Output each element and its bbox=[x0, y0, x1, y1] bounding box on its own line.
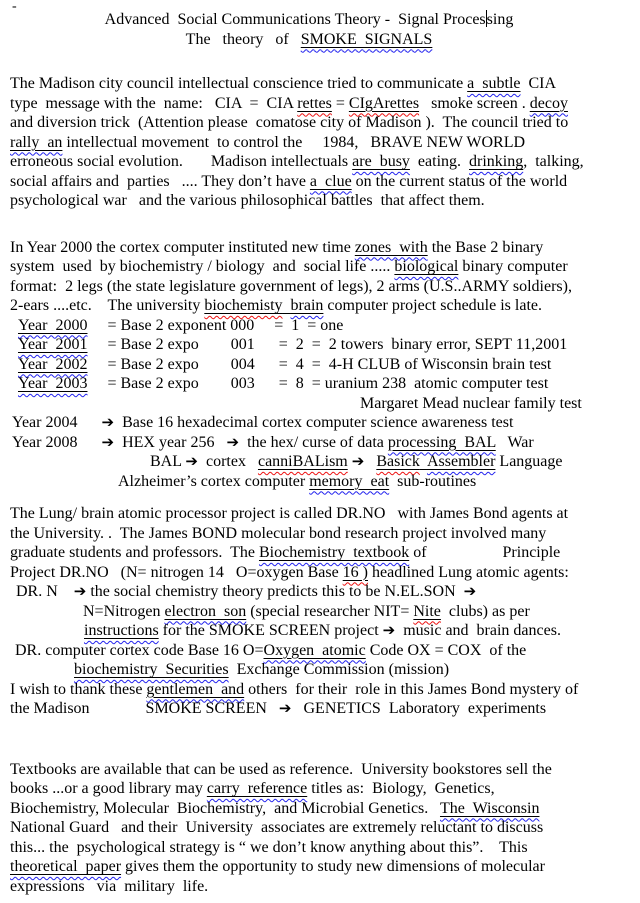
text-run bbox=[440, 800, 540, 817]
text-line bbox=[10, 799, 632, 819]
text-run: and diversion trick (Attention please comatose city of Madison ). The council tried to bbox=[10, 114, 569, 131]
text-run bbox=[310, 173, 352, 190]
text-line bbox=[10, 152, 632, 172]
arrow-icon: ➔ bbox=[101, 413, 115, 431]
text-line bbox=[10, 296, 632, 316]
text-run bbox=[259, 544, 409, 561]
text-run: Year 2008 bbox=[12, 433, 102, 451]
text-run: Advanced Social Communications Theory - Signal Proces bbox=[104, 11, 486, 28]
spellcheck-flagged-text: 16 ) bbox=[342, 563, 368, 581]
text-run: The Lung/ brain atomic processor project is called DR.NO with James Bond agents at bbox=[10, 505, 569, 522]
grammar-flagged-text: a clue bbox=[309, 172, 352, 190]
text-run bbox=[264, 642, 366, 659]
text-run: the Base 2 binary bbox=[427, 238, 544, 256]
text-run: = Base 2 exponent 000 = 1 = one bbox=[87, 316, 344, 334]
text-run bbox=[469, 153, 523, 170]
grammar-flagged-text: are busy bbox=[352, 153, 410, 170]
text-run: Biochemistry, Molecular Biochemistry, and Microbial Genetics. bbox=[10, 799, 440, 817]
text-run bbox=[10, 134, 62, 151]
text-line bbox=[10, 413, 632, 433]
text-run bbox=[207, 780, 307, 797]
text-run: Year 2004 bbox=[12, 414, 102, 431]
text-run: expressions via military life. bbox=[10, 877, 209, 895]
text-run: Alzheimer’s cortex computer bbox=[118, 472, 310, 490]
text-run bbox=[394, 258, 458, 275]
text-run: War bbox=[495, 433, 534, 451]
spellcheck-flagged-text: biochemisty bbox=[204, 297, 283, 314]
text-run bbox=[283, 297, 291, 314]
text-run: N=Nitrogen bbox=[83, 602, 165, 620]
text-line bbox=[10, 779, 632, 799]
text-run bbox=[309, 473, 389, 490]
text-line bbox=[10, 543, 632, 563]
text-run: = bbox=[331, 94, 349, 112]
text-line bbox=[10, 472, 632, 492]
text-run: Exchange Commission (mission) bbox=[228, 661, 450, 678]
text-run: Margaret Mead nuclear family test bbox=[360, 394, 582, 412]
text-line bbox=[10, 524, 632, 544]
title-block bbox=[10, 10, 632, 49]
text-line bbox=[10, 452, 632, 472]
text-run: the Madison SMOKE SCREEN bbox=[10, 700, 279, 717]
text-run bbox=[258, 453, 348, 470]
grammar-flagged-text: Oxygen atomic bbox=[263, 641, 366, 659]
text-run: psychological war and the various philosophical battles that affect them. bbox=[10, 192, 485, 209]
text-run bbox=[18, 336, 87, 353]
text-line bbox=[10, 30, 608, 50]
text-run bbox=[301, 31, 433, 48]
text-run: for the SMOKE SCREEN project bbox=[158, 622, 383, 639]
text-line bbox=[10, 602, 632, 622]
grammar-flagged-text: The Wisconsin bbox=[439, 799, 540, 817]
grammar-flagged-text: biochemistry Securities bbox=[74, 661, 229, 678]
text-line bbox=[10, 760, 632, 780]
grammar-flagged-text: electron son bbox=[164, 602, 247, 620]
grammar-flagged-text: a subtle bbox=[467, 75, 521, 92]
text-run: smoke screen . bbox=[419, 94, 530, 112]
text-run: Code OX = COX of the bbox=[365, 641, 527, 659]
text-run bbox=[291, 297, 324, 314]
text-line bbox=[10, 433, 632, 453]
text-run: on the current status of the world bbox=[351, 172, 568, 190]
text-run: graduate students and professors. The bbox=[10, 544, 259, 561]
text-run bbox=[74, 661, 229, 678]
text-line bbox=[10, 563, 632, 583]
spellcheck-flagged-text: rettes bbox=[297, 94, 332, 112]
grammar-flagged-text: Year 2003 bbox=[18, 375, 88, 392]
spellcheck-flagged-text: Nite bbox=[413, 602, 441, 620]
text-run: clubs) as per bbox=[440, 602, 530, 620]
text-run: Language bbox=[495, 453, 563, 470]
text-run bbox=[355, 239, 428, 256]
text-run bbox=[352, 153, 410, 170]
grammar-flagged-text: biological bbox=[394, 258, 459, 275]
grammar-flagged-text: Year 2000 bbox=[18, 316, 88, 334]
text-line bbox=[10, 877, 632, 897]
paragraph-year-2000 bbox=[10, 238, 632, 492]
text-line bbox=[10, 641, 632, 661]
text-run bbox=[530, 95, 568, 112]
stray-mark: - bbox=[12, 0, 17, 14]
text-run: DR. N bbox=[16, 583, 74, 600]
text-run: the University. . The James BOND molecular bond research project involved many bbox=[10, 524, 547, 542]
text-line bbox=[10, 133, 632, 153]
text-run: Textbooks are available that can be used as reference. University bookstores sell the bbox=[10, 760, 552, 778]
paragraph-dr-no bbox=[10, 504, 632, 719]
text-run bbox=[467, 75, 520, 92]
text-line bbox=[10, 818, 632, 838]
text-line bbox=[10, 838, 632, 858]
text-run bbox=[297, 95, 332, 112]
arrow-icon: ➔ bbox=[382, 621, 396, 639]
text-run: I wish to thank these bbox=[10, 680, 147, 698]
grammar-flagged-text: Assembler bbox=[426, 453, 496, 470]
text-run: this... the psychological strategy is “ we don’t know anything about this”. This bbox=[10, 838, 528, 856]
text-run: 2-ears ....etc. The university bbox=[10, 297, 205, 314]
text-line bbox=[10, 582, 632, 602]
text-run: gives them the opportunity to study new dimensions of molecular bbox=[121, 858, 545, 875]
text-run: = Base 2 expo 001 = 2 = 2 towers binary error, SEPT 11,2001 bbox=[87, 336, 568, 353]
text-run: the hex/ curse of data bbox=[239, 433, 388, 451]
text-run bbox=[420, 453, 427, 470]
text-run bbox=[349, 95, 419, 112]
text-run bbox=[146, 681, 244, 698]
spellcheck-flagged-text: Basick bbox=[376, 453, 420, 470]
text-run: type message with the name: CIA = CIA bbox=[10, 94, 298, 112]
text-line bbox=[10, 257, 632, 277]
text-run bbox=[10, 858, 121, 875]
text-line bbox=[10, 394, 632, 414]
text-line bbox=[10, 172, 632, 192]
text-run: DR. computer cortex code Base 16 O= bbox=[15, 641, 264, 659]
arrow-icon: ➔ bbox=[463, 582, 477, 600]
text-line bbox=[10, 504, 632, 524]
text-run: eating. bbox=[409, 153, 470, 170]
text-run: The theory of bbox=[185, 30, 301, 48]
text-run: CIA bbox=[520, 75, 557, 92]
text-run: format: 2 legs (the state legislature government of legs), 2 arms (U.S..ARMY soldiers), bbox=[10, 277, 572, 295]
spellcheck-flagged-text: CIgArettes bbox=[348, 94, 420, 112]
text-run: of Principle bbox=[409, 544, 561, 561]
grammar-flagged-text: zones with bbox=[354, 238, 428, 256]
paragraph-madison bbox=[10, 74, 632, 211]
text-run: headlined Lung atomic agents: bbox=[368, 563, 569, 581]
text-run: (special researcher NIT= bbox=[246, 602, 414, 620]
text-run bbox=[18, 356, 87, 373]
document-body bbox=[10, 10, 632, 896]
text-run bbox=[376, 453, 420, 470]
text-run: binary computer bbox=[458, 258, 568, 275]
text-run: Project DR.NO (N= nitrogen 14 O=oxygen Base bbox=[10, 563, 343, 581]
text-run bbox=[84, 622, 159, 639]
text-run bbox=[413, 603, 441, 620]
text-run: books ...or a good library may bbox=[10, 780, 207, 797]
text-run: = Base 2 expo 003 = 8 = uranium 238 atomic computer test bbox=[87, 375, 549, 392]
text-run: GENETICS Laboratory experiments bbox=[291, 700, 547, 717]
text-run bbox=[364, 453, 376, 470]
text-line bbox=[10, 335, 632, 355]
text-line bbox=[10, 699, 632, 719]
text-line bbox=[10, 660, 632, 680]
text-run: titles as: Biology, Genetics, bbox=[307, 780, 495, 797]
text-run: social affairs and parties .... They don’t have bbox=[10, 172, 310, 190]
arrow-icon: ➔ bbox=[101, 432, 115, 451]
text-line bbox=[10, 10, 608, 30]
grammar-flagged-text: theoretical paper bbox=[10, 858, 122, 875]
text-run: computer project schedule is late. bbox=[323, 297, 542, 314]
grammar-flagged-text: drinking bbox=[469, 153, 524, 170]
text-run: cortex bbox=[197, 453, 258, 470]
text-run: the social chemistry theory predicts this to be N.EL.SON bbox=[86, 583, 464, 600]
text-run: intellectual movement to control the 1984, BRAVE NEW WORLD bbox=[62, 133, 526, 151]
grammar-flagged-text: brain bbox=[290, 297, 324, 314]
text-run: music and brain dances. bbox=[395, 622, 561, 639]
grammar-flagged-text: Biochemistry textbook bbox=[258, 544, 410, 561]
text-run bbox=[204, 297, 282, 314]
text-run bbox=[18, 317, 87, 334]
text-run bbox=[343, 564, 368, 581]
text-run: In Year 2000 the cortex computer instituted new time bbox=[10, 238, 355, 256]
text-run: sub-routines bbox=[389, 472, 477, 490]
grammar-flagged-text: Year 2002 bbox=[18, 355, 88, 373]
text-run: Base 16 hexadecimal cortex computer science awareness test bbox=[114, 414, 514, 431]
text-run bbox=[388, 434, 496, 451]
arrow-icon: ➔ bbox=[185, 452, 198, 470]
text-line bbox=[10, 94, 632, 114]
text-line bbox=[10, 355, 632, 375]
text-line bbox=[10, 680, 632, 700]
text-run bbox=[164, 603, 246, 620]
text-line bbox=[10, 316, 632, 336]
text-line bbox=[10, 238, 632, 258]
text-line bbox=[10, 74, 632, 94]
arrow-icon: ➔ bbox=[351, 452, 365, 470]
text-run: , talking, bbox=[523, 153, 584, 170]
grammar-flagged-text: decoy bbox=[529, 94, 568, 112]
grammar-flagged-text: instructions bbox=[84, 622, 159, 639]
text-run: National Guard and their University associates are extremely reluctant to discuss bbox=[10, 819, 544, 836]
grammar-flagged-text: memory eat bbox=[309, 472, 390, 490]
grammar-flagged-text: SMOKE SIGNALS bbox=[300, 30, 433, 48]
text-line bbox=[10, 857, 632, 877]
grammar-flagged-text: Year 2001 bbox=[18, 336, 88, 353]
grammar-flagged-text: processing BAL bbox=[387, 433, 496, 451]
text-line bbox=[10, 374, 632, 394]
paragraph-textbooks bbox=[10, 760, 632, 897]
grammar-flagged-text: gentlemen and bbox=[146, 680, 245, 698]
text-run: The Madison city council intellectual conscience tried to communicate bbox=[10, 75, 468, 92]
text-run bbox=[427, 453, 495, 470]
text-run: system used by biochemistry / biology and social life ..... bbox=[10, 258, 395, 275]
arrow-icon: ➔ bbox=[278, 699, 292, 717]
text-run: sing bbox=[486, 11, 514, 28]
text-line bbox=[10, 621, 632, 641]
text-run: HEX year 256 bbox=[114, 433, 227, 451]
spellcheck-flagged-text: canniBALism bbox=[257, 453, 348, 470]
text-run bbox=[18, 375, 87, 392]
text-line bbox=[10, 191, 632, 211]
grammar-flagged-text: carry reference bbox=[206, 780, 308, 797]
text-run: others for their role in this James Bond mystery of bbox=[244, 680, 579, 698]
text-run: = Base 2 expo 004 = 4 = 4-H CLUB of Wisconsin brain test bbox=[87, 355, 552, 373]
arrow-icon: ➔ bbox=[73, 582, 87, 600]
arrow-icon: ➔ bbox=[226, 432, 240, 451]
text-line bbox=[10, 113, 632, 133]
text-run: BAL bbox=[150, 453, 186, 470]
text-line bbox=[10, 277, 632, 297]
text-run: erroneous social evolution. Madison intellectuals bbox=[10, 153, 353, 170]
grammar-flagged-text: rally an bbox=[10, 133, 63, 151]
